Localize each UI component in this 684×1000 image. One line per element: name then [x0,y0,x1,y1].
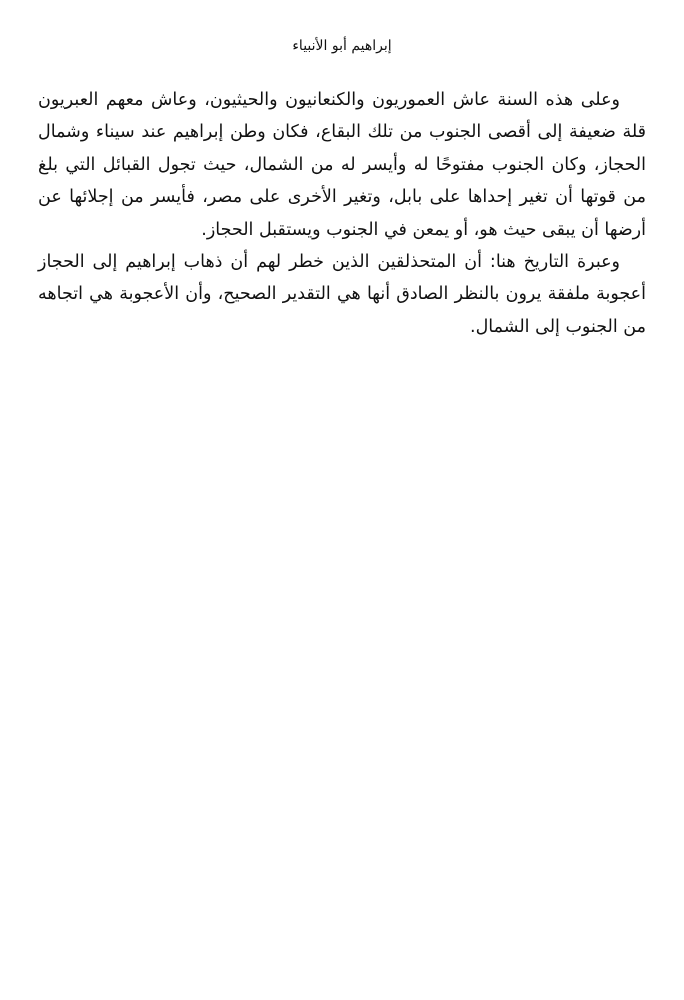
paragraph: وعبرة التاريخ هنا: أن المتحذلقين الذين خطر لهم أن ذهاب إبراهيم إلى الحجاز أعجوبة ملفقة يرون بالنظر الصادق أنها هي التقدير الصحيح، وأن الأعجوبة هي اتجاهه من الجنوب إلى الشمال. [38,252,646,337]
running-header: إبراهيم أبو الأنبياء [292,38,392,54]
page-body [38,84,646,343]
paragraph: وعلى هذه السنة عاش العموريون والكنعانيون والحيثيون، وعاش معهم العبريون قلة ضعيفة إلى أقصى الجنوب من تلك البقاع، فكان وطن إبراهيم عند سيناء وشمال الحجاز، وكان الجنوب مفتوحًا له وأيسر له من الشمال، حيث تجول القبائل التي بلغ من قوتها أن تغير إحداها على بابل، وتغير الأخرى على مصر، فأيسر من إجلائها عن أرضها أن يبقى حيث هو، أو يمعن في الجنوب ويستقبل الحجاز. [38,90,646,240]
